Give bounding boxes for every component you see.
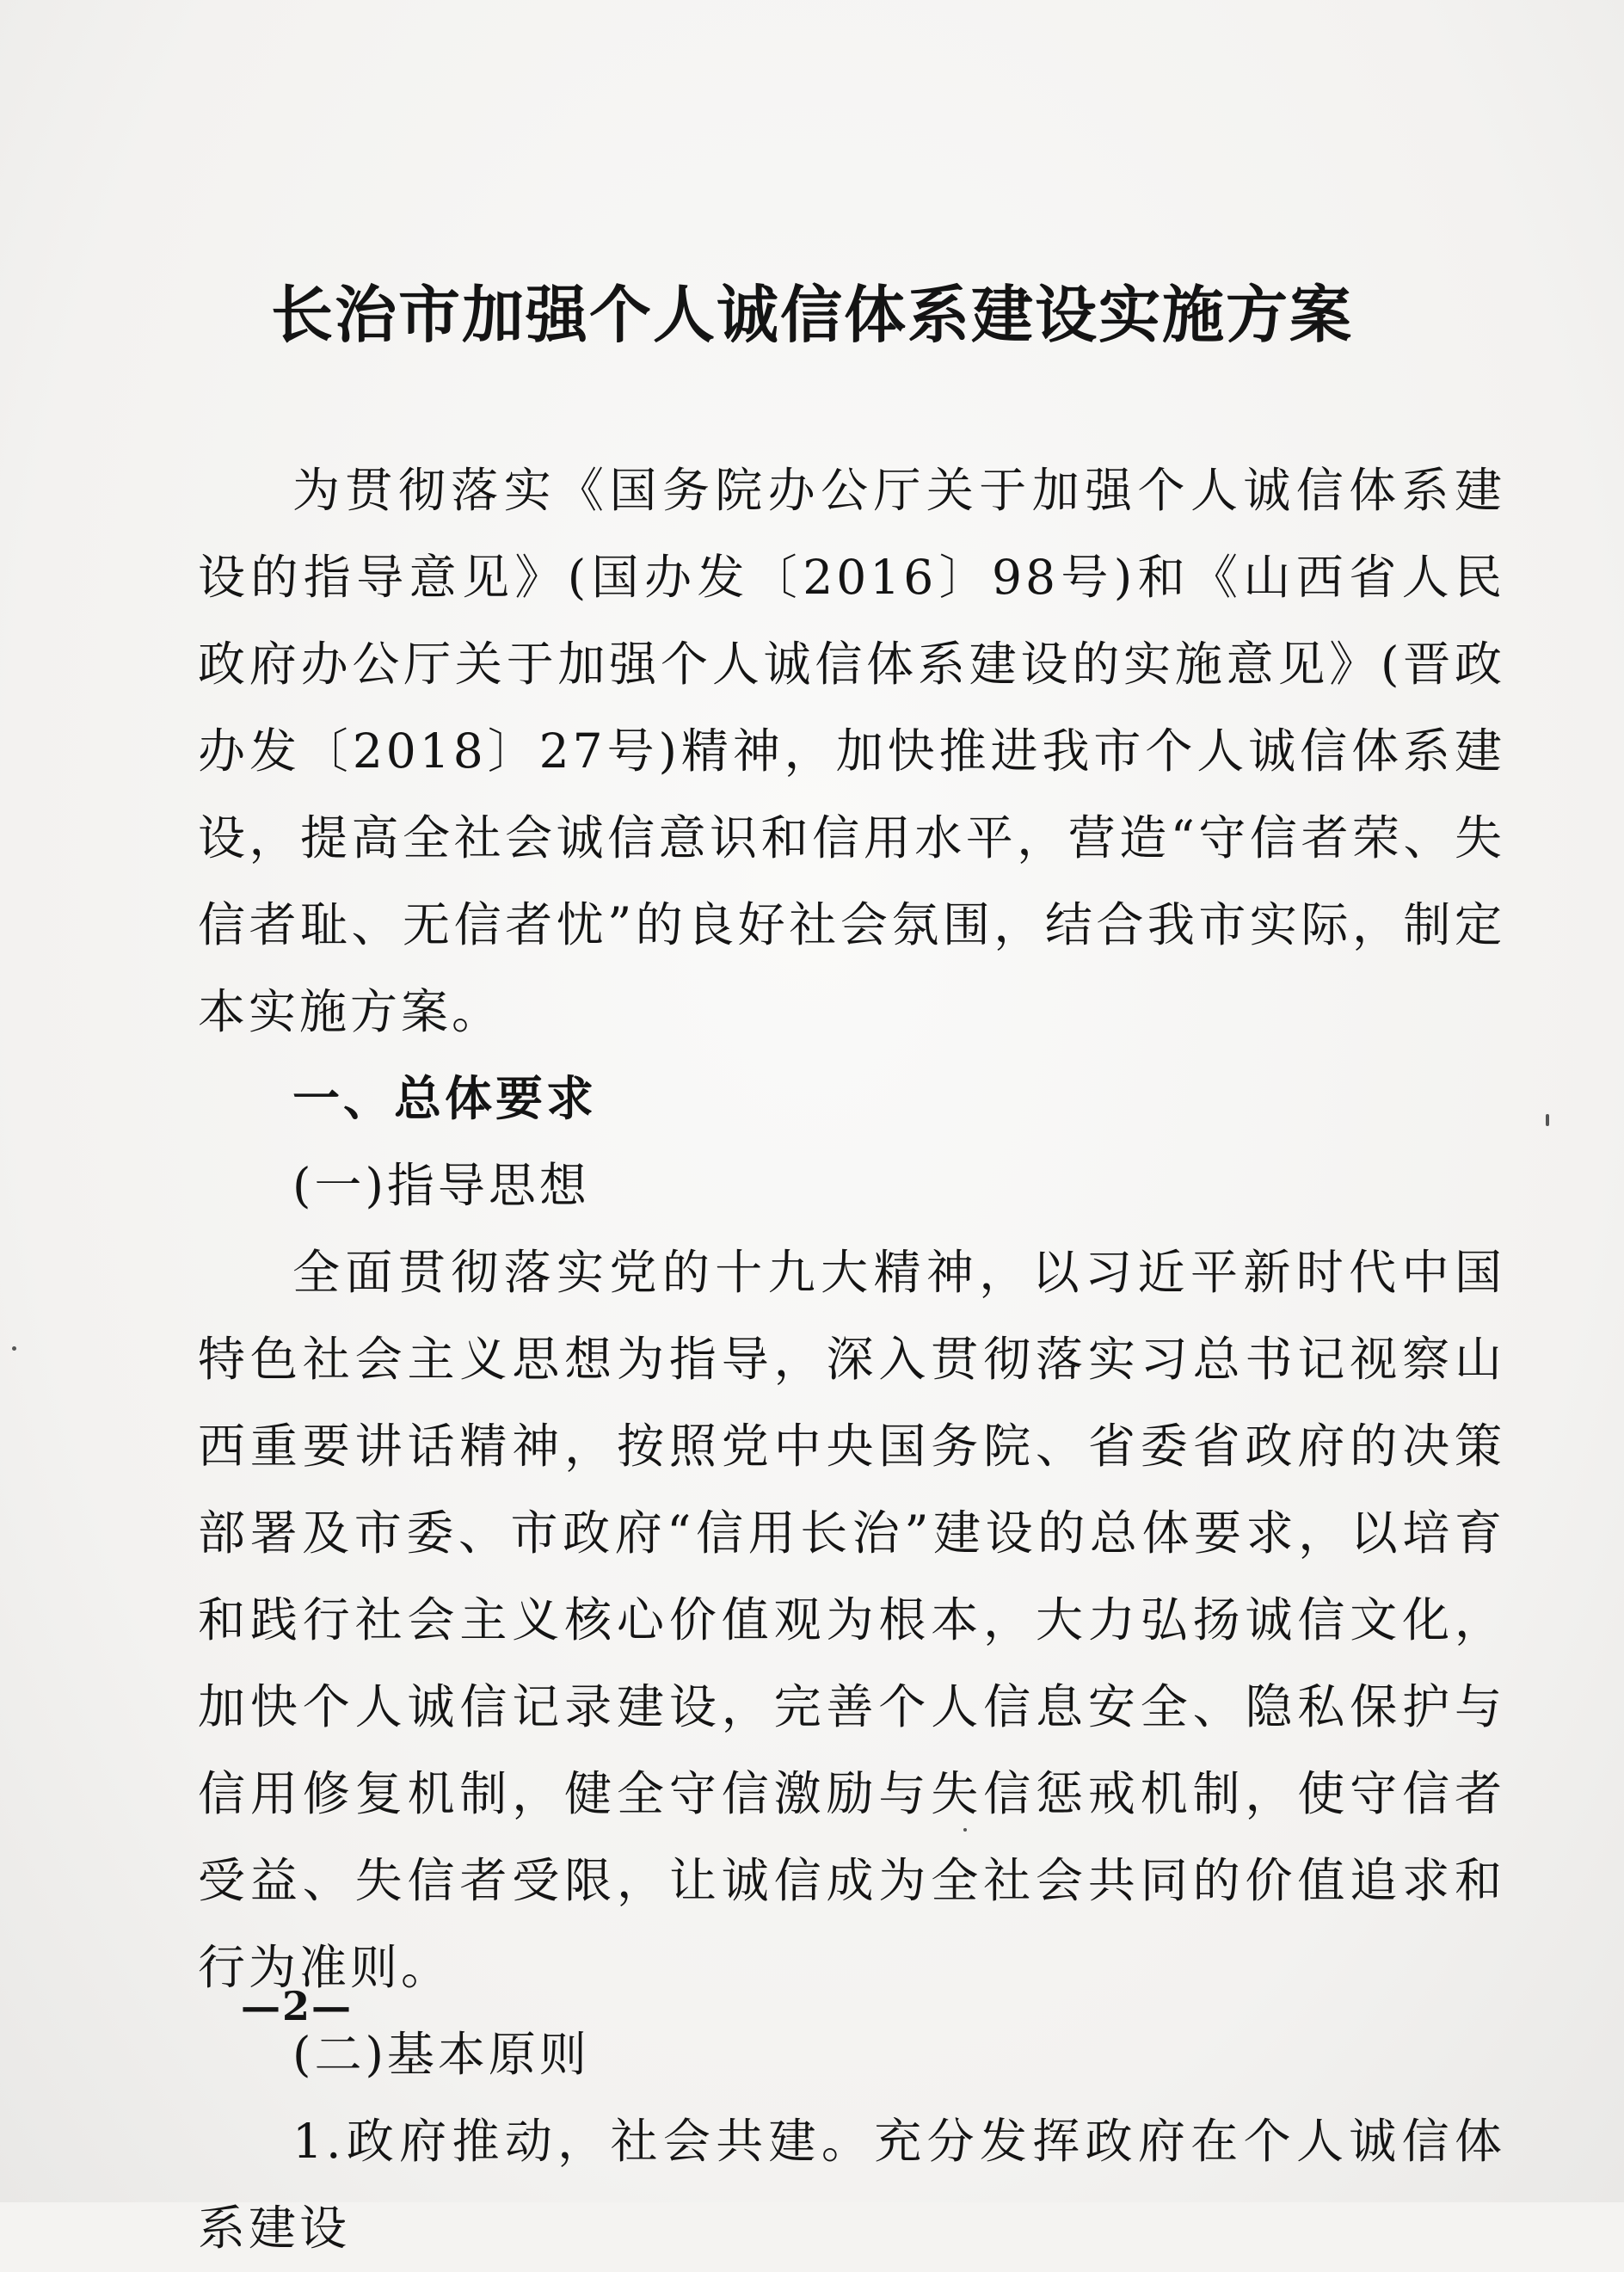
- subsection-heading-basic-principles: (二)基本原则: [292, 2027, 590, 2082]
- intro-paragraph: 为贯彻落实《国务院办公厅关于加强个人诚信体系建设的指导意见》(国办发〔2016〕98号)和《山西省人民政府办公厅关于加强个人诚信体系建设的实施意见》(晋政办发〔2018〕27号)精神，加快推进我市个人诚信体系建设，提高全社会诚信意识和信用水平，营造“守信者荣、失信者耻、无信者忧”的良好社会氛围，结合我市实际，制定本实施方案。: [198, 463, 1505, 1039]
- subsection-heading-guiding-ideology: (一)指导思想: [292, 1158, 590, 1213]
- scan-speck: [963, 1828, 967, 1832]
- page-number: —2—: [241, 1983, 354, 2029]
- document-body: [198, 447, 1505, 2272]
- scan-speck: [12, 1346, 16, 1351]
- principle-1-paragraph: 1.政府推动，社会共建。充分发挥政府在个人诚信体系建设: [198, 2114, 1505, 2256]
- section-heading-overall-requirements: 一、总体要求: [292, 1071, 598, 1126]
- document-title: 长治市加强个人诚信体系建设实施方案: [270, 279, 1353, 351]
- scan-speck: [1546, 1114, 1549, 1126]
- guiding-ideology-paragraph: 全面贯彻落实党的十九大精神，以习近平新时代中国特色社会主义思想为指导，深入贯彻落实习总书记视察山西重要讲话精神，按照党中央国务院、省委省政府的决策部署及市委、市政府“信用长治”建设的总体要求，以培育和践行社会主义核心价值观为根本，大力弘扬诚信文化，加快个人诚信记录建设，完善个人信息安全、隐私保护与信用修复机制，健全守信激励与失信惩戒机制，使守信者受益、失信者受限，让诚信成为全社会共同的价值追求和行为准则。: [198, 1245, 1505, 1995]
